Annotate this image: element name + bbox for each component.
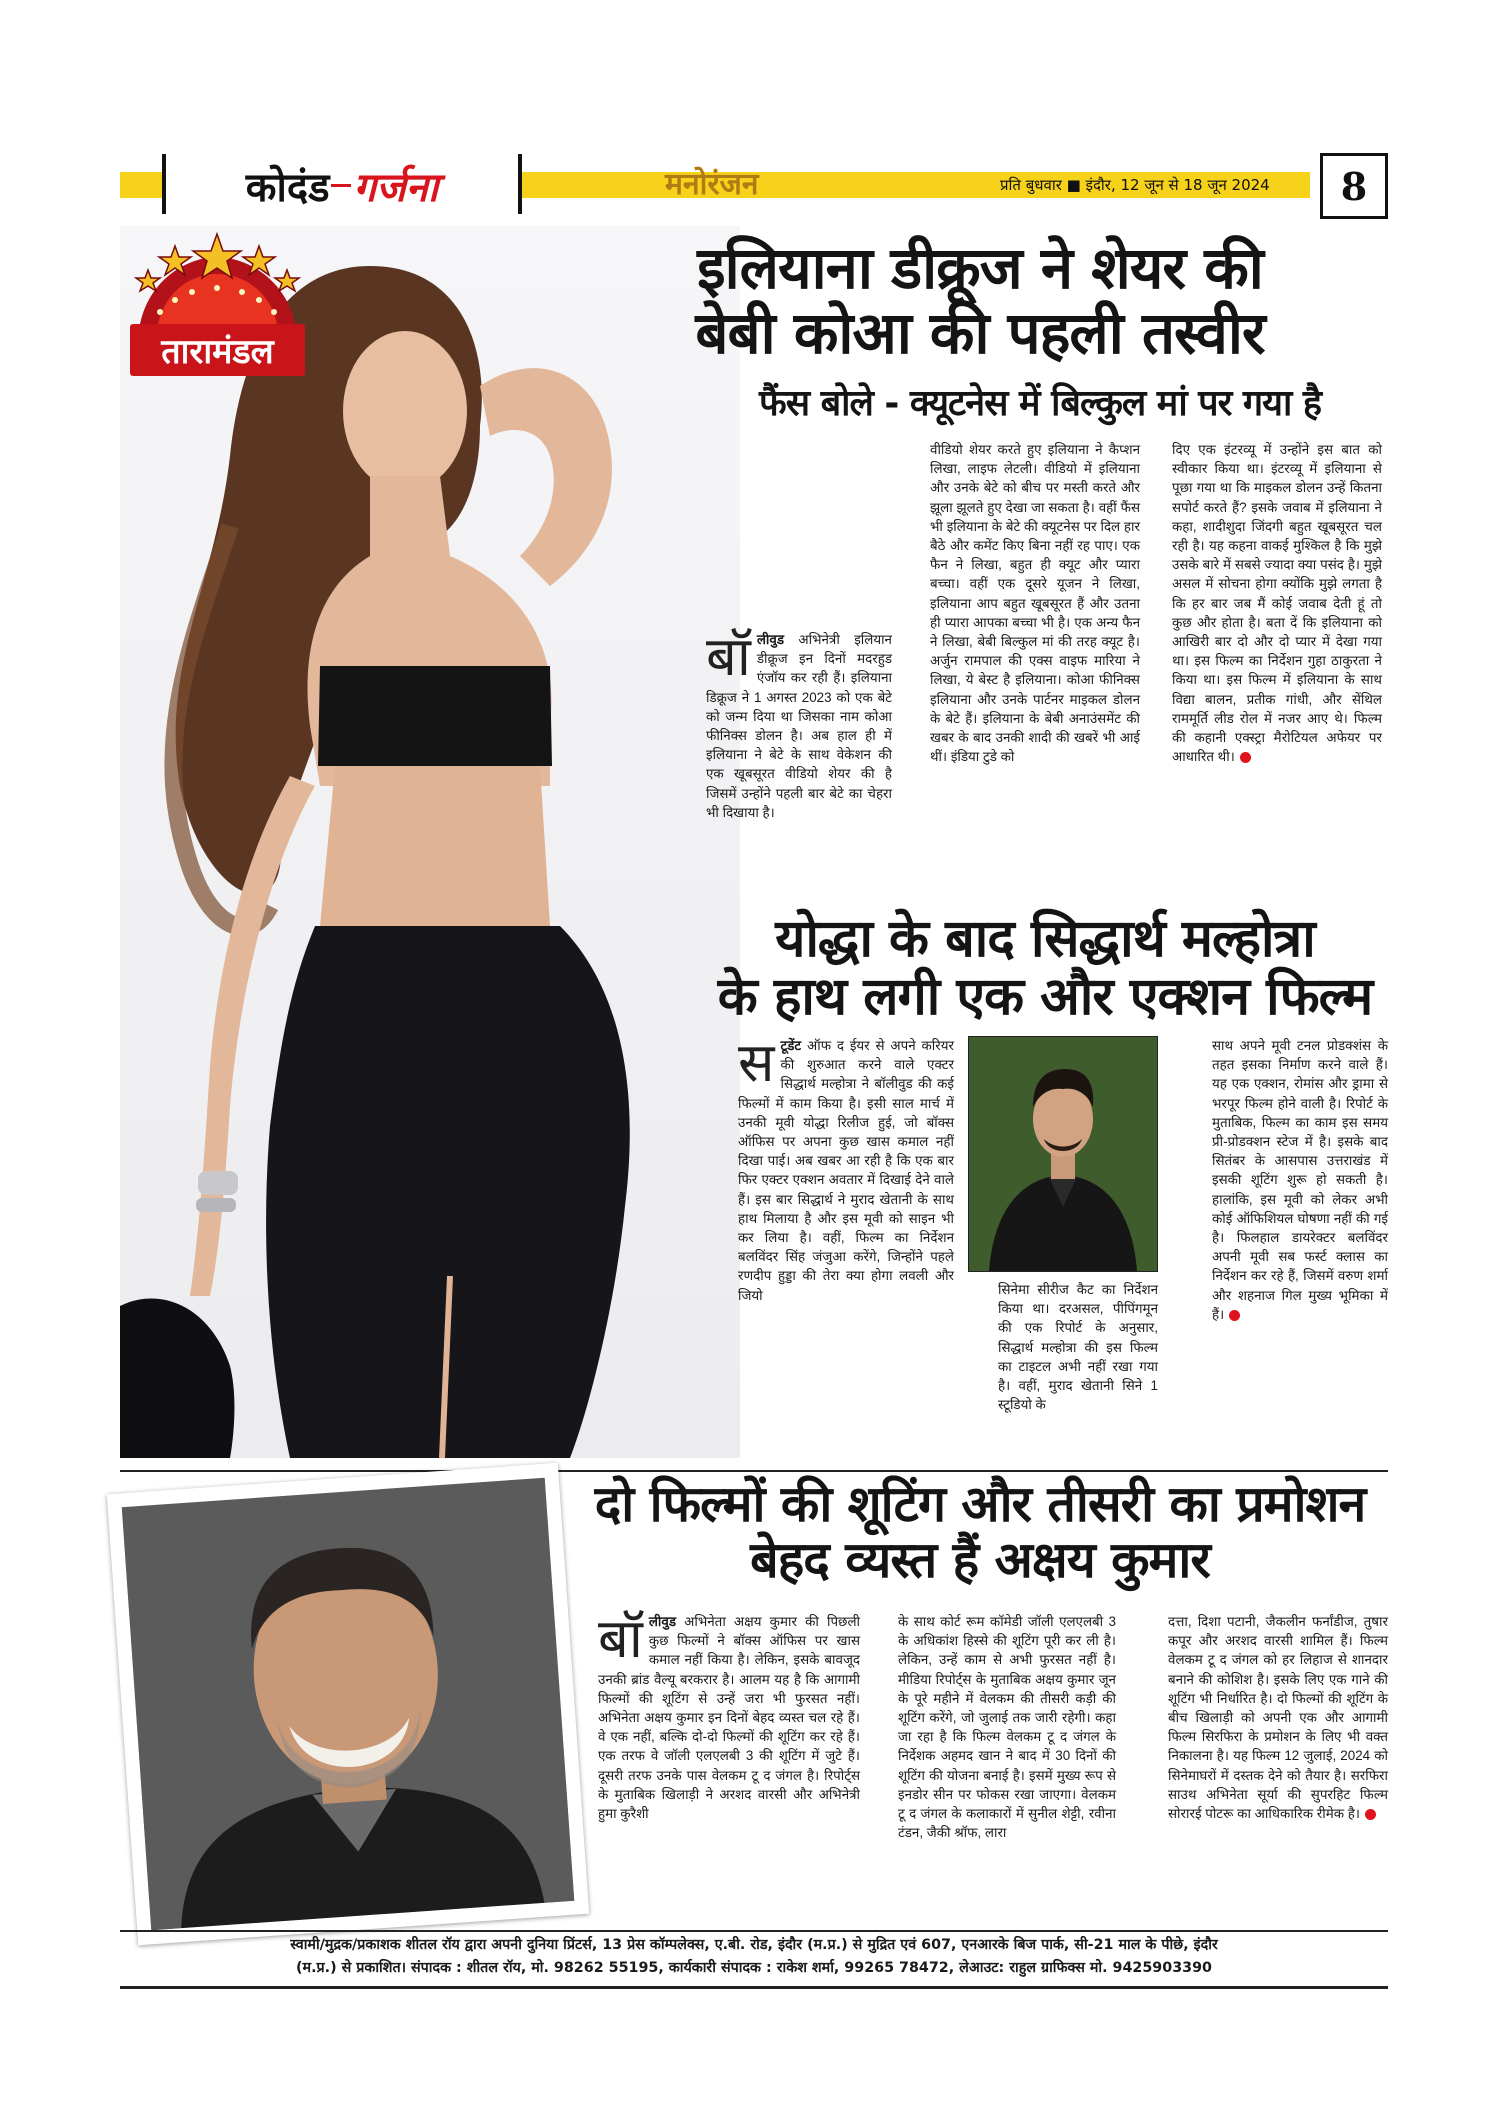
issue-date-line: प्रति बुधवार ■ इंदौर, 12 जून से 18 जून 2024 xyxy=(1000,176,1270,194)
section-name: मनोरंजन xyxy=(665,167,759,202)
article3-column-1-text: अभिनेता अक्षय कुमार की पिछली कुछ फिल्मों ने बॉक्स ऑफिस पर खास कमाल नहीं किया है। लेकिन, इसके बावजूद उनकी ब्रांड वैल्यू बरकरार है। आलम यह है कि आगामी फिल्मों की शूटिंग से उन्हें जरा भी फुरसत नहीं। अभिनेता अक्षय कुमार इन दिनों बेहद व्यस्त चल रहे हैं। वे एक नहीं, बल्कि दो-दो फिल्मों की शूटिंग कर रहे हैं। एक तरफ वे जॉली एलएलबी 3 की शूटिंग में जुटे हैं। दूसरी तरफ उनके पास वेलकम टू द जंगल है। रिपोर्ट्स के मुताबिक खिलाड़ी ने अरशद वारसी और अभिनेत्री हुमा कुरैशी xyxy=(598,1614,860,1822)
sidharth-photo xyxy=(968,1036,1158,1272)
article2-lead-word: टूडेंट xyxy=(780,1038,802,1053)
brand-name-part2: गर्जना xyxy=(353,163,439,211)
end-mark-icon xyxy=(1229,1310,1240,1321)
article3-headline xyxy=(580,1476,1380,1588)
section-logo-label: तारामंडल xyxy=(130,324,305,376)
akshay-figure-illustration xyxy=(122,1478,575,1931)
article3-column-3-text: दत्ता, दिशा पटानी, जैकलीन फर्नांडीज, तुषार कपूर और अरशद वारसी शामिल हैं। फिल्म वेलकम टू द जंगल को हर लिहाज से शानदार बनाने की कोशिश है। इसके लिए एक गाने की शूटिंग भी निर्धारित है। दो फिल्मों की शूटिंग के बीच खिलाड़ी को अपनी एक और आगामी फिल्म सिरफिरा के प्रमोशन के लिए भी वक्त निकालना है। यह फिल्म 12 जुलाई, 2024 को सिनेमाघरों में दस्तक देने को तैयार है। सरफिरा साउथ अभिनेता सूर्या की सुपरहिट फिल्म सोरारई पोटरू का आधिकारिक रीमेक है। xyxy=(1168,1614,1388,1822)
article3-column-1 xyxy=(598,1607,860,1823)
page-number: 8 xyxy=(1320,153,1388,219)
masthead-divider-left xyxy=(162,154,166,214)
article1-column-3 xyxy=(1172,440,1382,766)
star-marquee-icon xyxy=(130,232,305,327)
masthead-yellow-left xyxy=(120,172,162,198)
brand-name-part1: कोदंड xyxy=(245,163,330,211)
article1-lead-word: लीवुड xyxy=(756,632,784,647)
sidharth-figure-illustration xyxy=(969,1037,1157,1271)
article3-dropcap: बॉ xyxy=(598,1607,643,1670)
masthead xyxy=(120,150,1390,220)
article3-headline-line1: दो फिल्मों की शूटिंग और तीसरी का प्रमोशन xyxy=(594,1475,1366,1533)
masthead-divider-right xyxy=(518,154,522,214)
ileana-photo xyxy=(120,226,740,1458)
article3-lead-word: लीवुड xyxy=(648,1614,676,1629)
taramandal-section-logo xyxy=(130,232,305,380)
imprint-footer xyxy=(120,1934,1388,1980)
article3-column-3 xyxy=(1168,1612,1388,1823)
article2-column-3-text: साथ अपने मूवी टनल प्रोडक्शंस के तहत इसका निर्माण करने वाले हैं। यह एक एक्शन, रोमांस और ड्रामा से भरपूर फिल्म होने वाली है। रिपोर्ट के मुताबिक, फिल्म का काम इस समय प्री-प्रोडक्शन स्टेज में है। इसके बाद सितंबर के आसपास उत्तराखंड में इसकी शूटिंग शुरू हो सकती है। हालांकि, इस मूवी को लेकर अभी कोई ऑफिशियल घोषणा नहीं की गई है। फिलहाल डायरेक्टर बलविंदर अपनी मूवी सब फर्स्ट क्लास का निर्देशन कर रहे हैं, जिसमें वरुण शर्मा और शहनाज गिल मुख्य भूमिका में हैं। xyxy=(1212,1038,1388,1322)
article2-dropcap: स xyxy=(738,1031,775,1094)
article1-column-1 xyxy=(706,625,892,822)
article1-column-2: वीडियो शेयर करते हुए इलियाना ने कैप्शन लिखा, लाइफ लेटली। वीडियो में इलियाना और उनके बेटे को बीच पर मस्ती करते और झूला झूलते हुए देखा जा सकता है। वहीं फैंस भी इलियाना के बेटे की क्यूटनेस पर दिल हार बैठे और कमेंट किए बिना नहीं रह पाए। एक फैन ने लिखा, बहुत ही क्यूट और प्यारा बच्चा। वहीं एक दूसरे यूजन ने लिखा, इलियाना आप बहुत खूबसूरत हैं और उतना ही प्यारा आपका बच्चा भी है। एक अन्य फैन ने लिखा, बेबी बिल्कुल मां की तरह क्यूट है। अर्जुन रामपाल की एक्स वाइफ मारिया ने लिखा, ये बेस्ट है इलियाना। कोआ फीनिक्स इलियाना और उनके पार्टनर माइकल डोलन के बेटे हैं। इलियाना के बेबी अनाउंसमेंट की खबर के बाद उनकी शादी की खबरें भी आई थीं। इंडिया टुडे को xyxy=(930,442,1140,765)
bow-arrow-icon xyxy=(331,184,351,187)
article1-dropcap: बॉ xyxy=(706,625,751,688)
article-divider xyxy=(120,1470,1388,1472)
article2-headline-line1: योद्धा के बाद सिद्धार्थ मल्होत्रा xyxy=(775,909,1315,969)
article1-headline xyxy=(610,236,1350,366)
article3-column-2: के साथ कोर्ट रूम कॉमेडी जॉली एलएलबी 3 के अधिकांश हिस्से की शूटिंग पूरी कर ली है। लेकिन, उन्हें काम से अभी फुरसत नहीं है। मीडिया रिपोर्ट्स के मुताबिक अक्षय कुमार जून के पूरे महीने में वेलकम की तीसरी कड़ी की शूटिंग करेंगे, जो जुलाई तक जारी रहेगी। कहा जा रहा है कि फिल्म वेलकम टू द जंगल के निर्देशक अहमद खान ने बाद में 30 दिनों की शूटिंग की योजना बनाई है। इसमें मुख्य रूप से इनडोर सीन पर फोकस रखा जाएगा। वेलकम टू द जंगल के कलाकारों में सुनील शेट्टी, रवीना टंडन, जैकी श्रॉफ, लारा xyxy=(898,1614,1116,1841)
article1-headline-line1: इलियाना डीक्रूज ने शेयर की xyxy=(697,234,1263,302)
ileana-figure-illustration xyxy=(120,226,740,1458)
imprint-line-2: (म.प्र.) से प्रकाशित। संपादक : शीतल रॉय, मो. 98262 55195, कार्यकारी संपादक : राकेश शर्मा, 99265 78472, लेआउट: राहुल ग्राफिक्स मो. 9425903390 xyxy=(296,1960,1212,1976)
newspaper-brand[interactable] xyxy=(162,150,522,220)
article1-subheadline: फैंस बोले - क्यूटनेस में बिल्कुल मां पर गया है xyxy=(758,383,1322,424)
article2-column-3 xyxy=(1212,1036,1388,1324)
imprint-line-1: स्वामी/मुद्रक/प्रकाशक शीतल रॉय द्वारा अपनी दुनिया प्रिंटर्स, 13 प्रेस कॉम्पलेक्स, ए.बी. रोड, इंदौर (म.प्र.) से मुद्रित एवं 607, एनआरके बिज पार्क, सी-21 माल के पीछे, इंदौर xyxy=(290,1937,1218,1953)
footer-rule-bottom xyxy=(120,1986,1388,1989)
footer-rule-top xyxy=(120,1930,1388,1932)
article2-headline-line2: के हाथ लगी एक और एक्शन फिल्म xyxy=(717,967,1373,1028)
article3-headline-line2: बेहद व्यस्त हैं अक्षय कुमार xyxy=(750,1531,1210,1589)
akshay-photo xyxy=(122,1478,575,1931)
article1-headline-line2: बेबी कोआ की पहली तस्वीर xyxy=(695,298,1265,367)
end-mark-icon xyxy=(1240,752,1251,763)
article2-column-1 xyxy=(738,1031,954,1305)
article2-headline xyxy=(700,910,1390,1026)
article1-column-1-text: अभिनेत्री इलियान डीक्रूज इन दिनों मदरहुड एंजॉय कर रही हैं। इलियाना डिक्रूज ने 1 अगस्त 2023 को एक बेटे को जन्म दिया था जिसका नाम कोआ फीनिक्स डोलन है। अब हाल ही में इलियाना ने बेटे के साथ वेकेशन की एक खूबसूरत वीडियो शेयर की है जिसमें उन्होंने पहली बार बेटे का चेहरा भी दिखाया है। xyxy=(706,632,892,820)
article1-column-3-text: दिए एक इंटरव्यू में उन्होंने इस बात को स्वीकार किया था। इंटरव्यू में इलियाना से पूछा गया था कि माइकल डोलन उन्हें कितना सपोर्ट करते हैं? इसके जवाब में इलियाना ने कहा, शादीशुदा जिंदगी बहुत खूबसूरत चल रही है। यह कहना वाकई मुश्किल है कि मुझे उसके बारे में सबसे ज्यादा क्या पसंद है। मुझे असल में सोचना होगा क्योंकि मुझे लगता है कि हर बार जब मैं कोई जवाब देती हूं तो कुछ और होता है। बता दें कि इलियाना को आखिरी बार दो और दो प्यार में देखा गया था। इस फिल्म का निर्देशन गुहा ठाकुरता ने किया था। इस फिल्म में इलियाना के साथ विद्या बालन, प्रतीक गांधी, और सेंथिल राममूर्ति लीड रोल में नजर आए थे। फिल्म की कहानी एक्स्ट्रा मैरोटियल अफेयर पर आधारित थी। xyxy=(1172,442,1382,765)
akshay-photo-frame xyxy=(107,1463,589,1945)
end-mark-icon xyxy=(1365,1809,1376,1820)
article2-column-2: सिनेमा सीरीज कैट का निर्देशन किया था। दरअसल, पीपिंगमून की एक रिपोर्ट के अनुसार, सिद्धार्थ मल्होत्रा की इस फिल्म का टाइटल अभी नहीं रखा गया है। वहीं, मुराद खेतानी सिने 1 स्टूडियो के xyxy=(998,1282,1158,1413)
article2-column-1-text: ऑफ द ईयर से अपने करियर की शुरुआत करने वाले एक्टर सिद्धार्थ मल्होत्रा ने बॉलीवुड की कई फिल्मों में काम किया है। इसी साल मार्च में उनकी मूवी योद्धा रिलीज हुई, जो बॉक्स ऑफिस पर अपना कुछ खास कमाल नहीं दिखा पाई। अब खबर आ रही है कि एक बार फिर एक्टर एक्शन अवतार में दिखाई देने वाले हैं। इस बार सिद्धार्थ ने मुराद खेतानी के साथ हाथ मिलाया है और इस मूवी को साइन भी कर लिया है। वहीं, फिल्म का निर्देशन बलविंदर सिंह जंजुआ करेंगे, जिन्होंने पहले रणदीप हुड्डा की तेरा क्या होगा लवली और जियो xyxy=(738,1038,954,1303)
